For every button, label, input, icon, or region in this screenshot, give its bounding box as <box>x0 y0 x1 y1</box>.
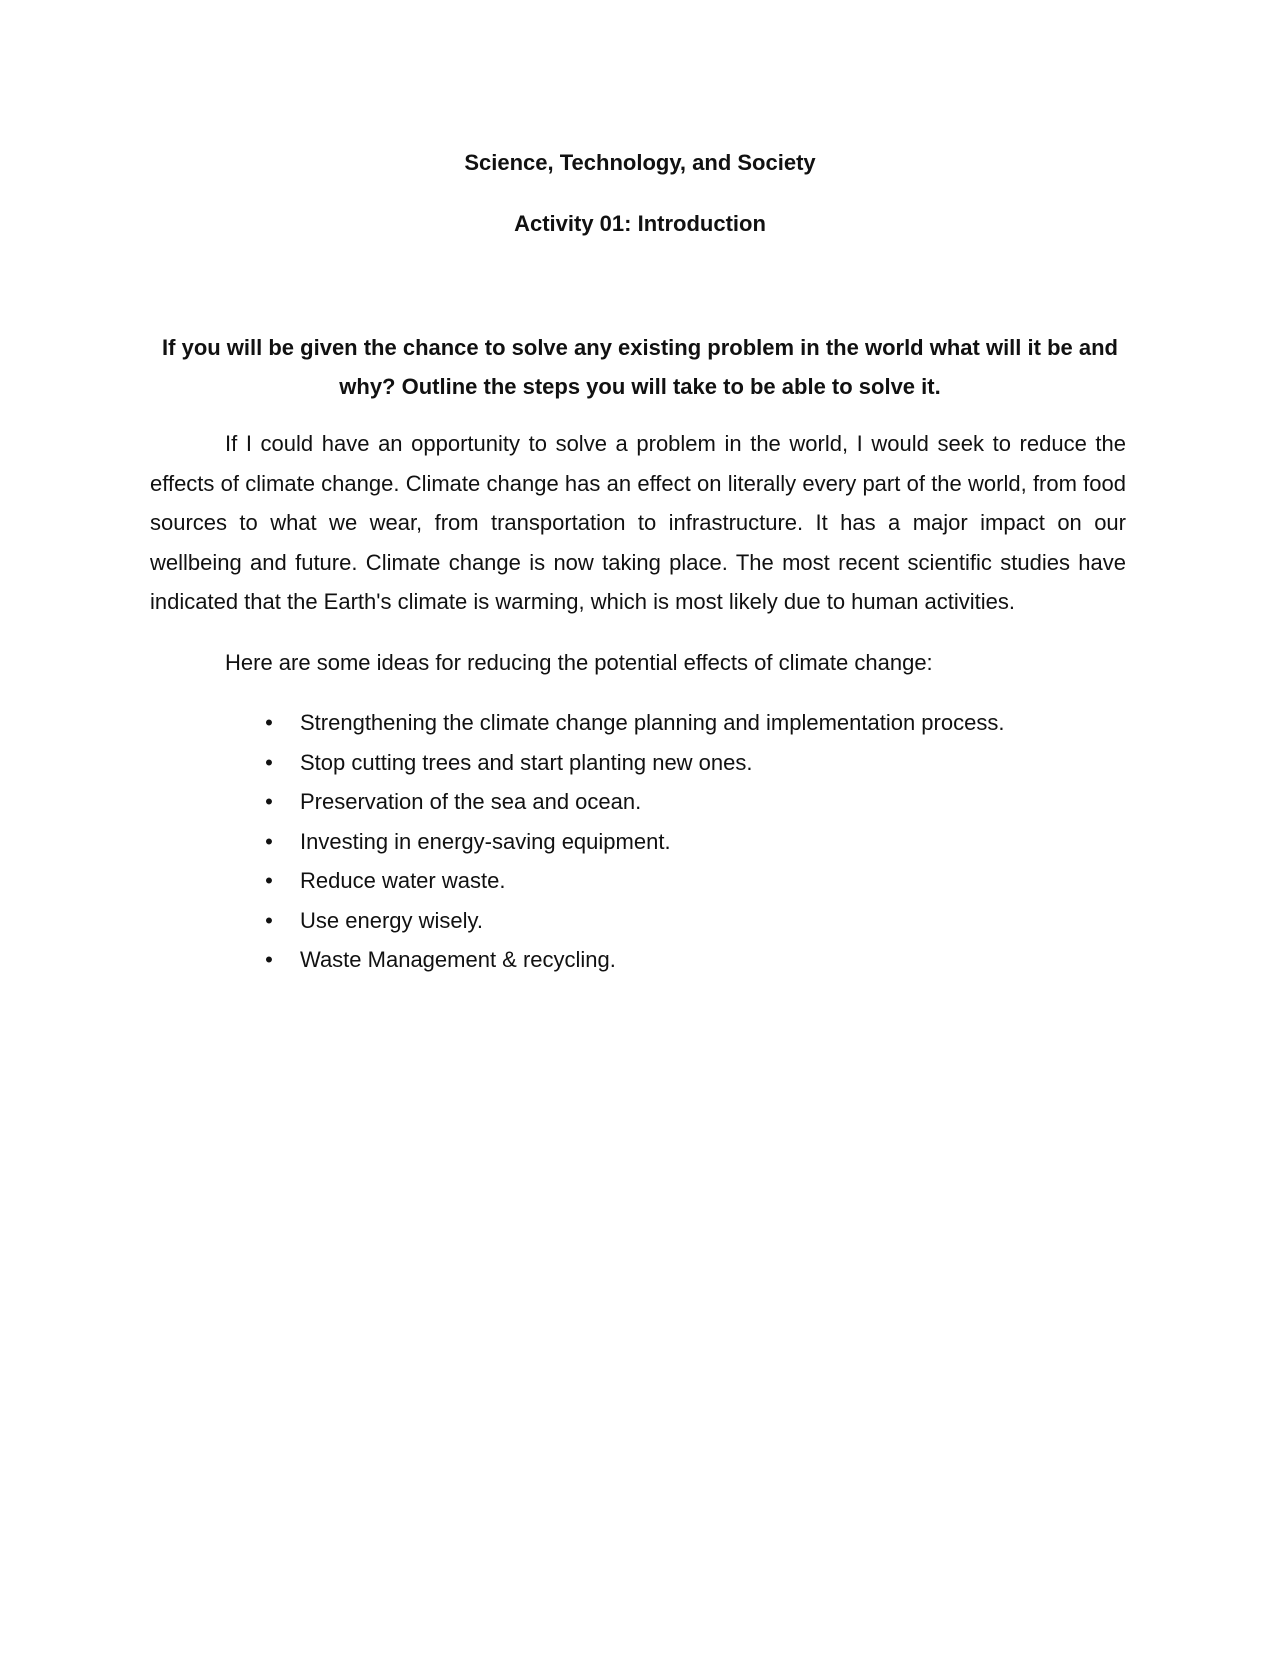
bullet-icon: • <box>265 749 273 775</box>
bullet-icon: • <box>265 789 273 814</box>
list-item-text: Waste Management & recycling. <box>300 947 616 972</box>
list-item-text: Reduce water waste. <box>300 868 506 893</box>
list-item <box>262 940 1082 980</box>
bullet-icon: • <box>265 828 273 854</box>
ideas-list <box>262 703 1082 980</box>
list-item <box>262 901 1082 941</box>
bullet-icon: • <box>265 907 273 933</box>
ideas-intro-paragraph: Here are some ideas for reducing the potential effects of climate change: <box>225 650 933 675</box>
list-item <box>262 861 1082 901</box>
list-item-text: Investing in energy-saving equipment. <box>300 828 671 854</box>
list-item-text: Preservation of the sea and ocean. <box>300 789 642 814</box>
question-prompt: If you will be given the chance to solve any existing problem in the world what will it be and why? Outline the steps you will take to be able to solve it. <box>162 335 1118 399</box>
list-item <box>262 782 1082 822</box>
list-item <box>262 743 1082 783</box>
course-title: Science, Technology, and Society <box>464 150 816 175</box>
answer-paragraph: If I could have an opportunity to solve a problem in the world, I would seek to reduce the effects of climate change. Climate change has an effect on literally every part of the world, from food sources to what we wear, from transportation to infrastructure. It has a major impact on our wellbeing and future. Climate change is now taking place. The most recent scientific studies have indicated that the Earth's climate is warming, which is most likely due to human activities. <box>150 431 1126 614</box>
activity-title: Activity 01: Introduction <box>514 211 766 236</box>
bullet-icon: • <box>265 868 273 893</box>
list-item <box>262 703 1082 743</box>
list-item-text: Strengthening the climate change planning and implementation process. <box>300 710 1005 735</box>
list-item-text: Use energy wisely. <box>300 907 483 933</box>
list-item <box>262 822 1082 862</box>
list-item-text: Stop cutting trees and start planting new ones. <box>300 749 753 775</box>
bullet-icon: • <box>265 710 273 735</box>
bullet-icon: • <box>265 947 273 972</box>
